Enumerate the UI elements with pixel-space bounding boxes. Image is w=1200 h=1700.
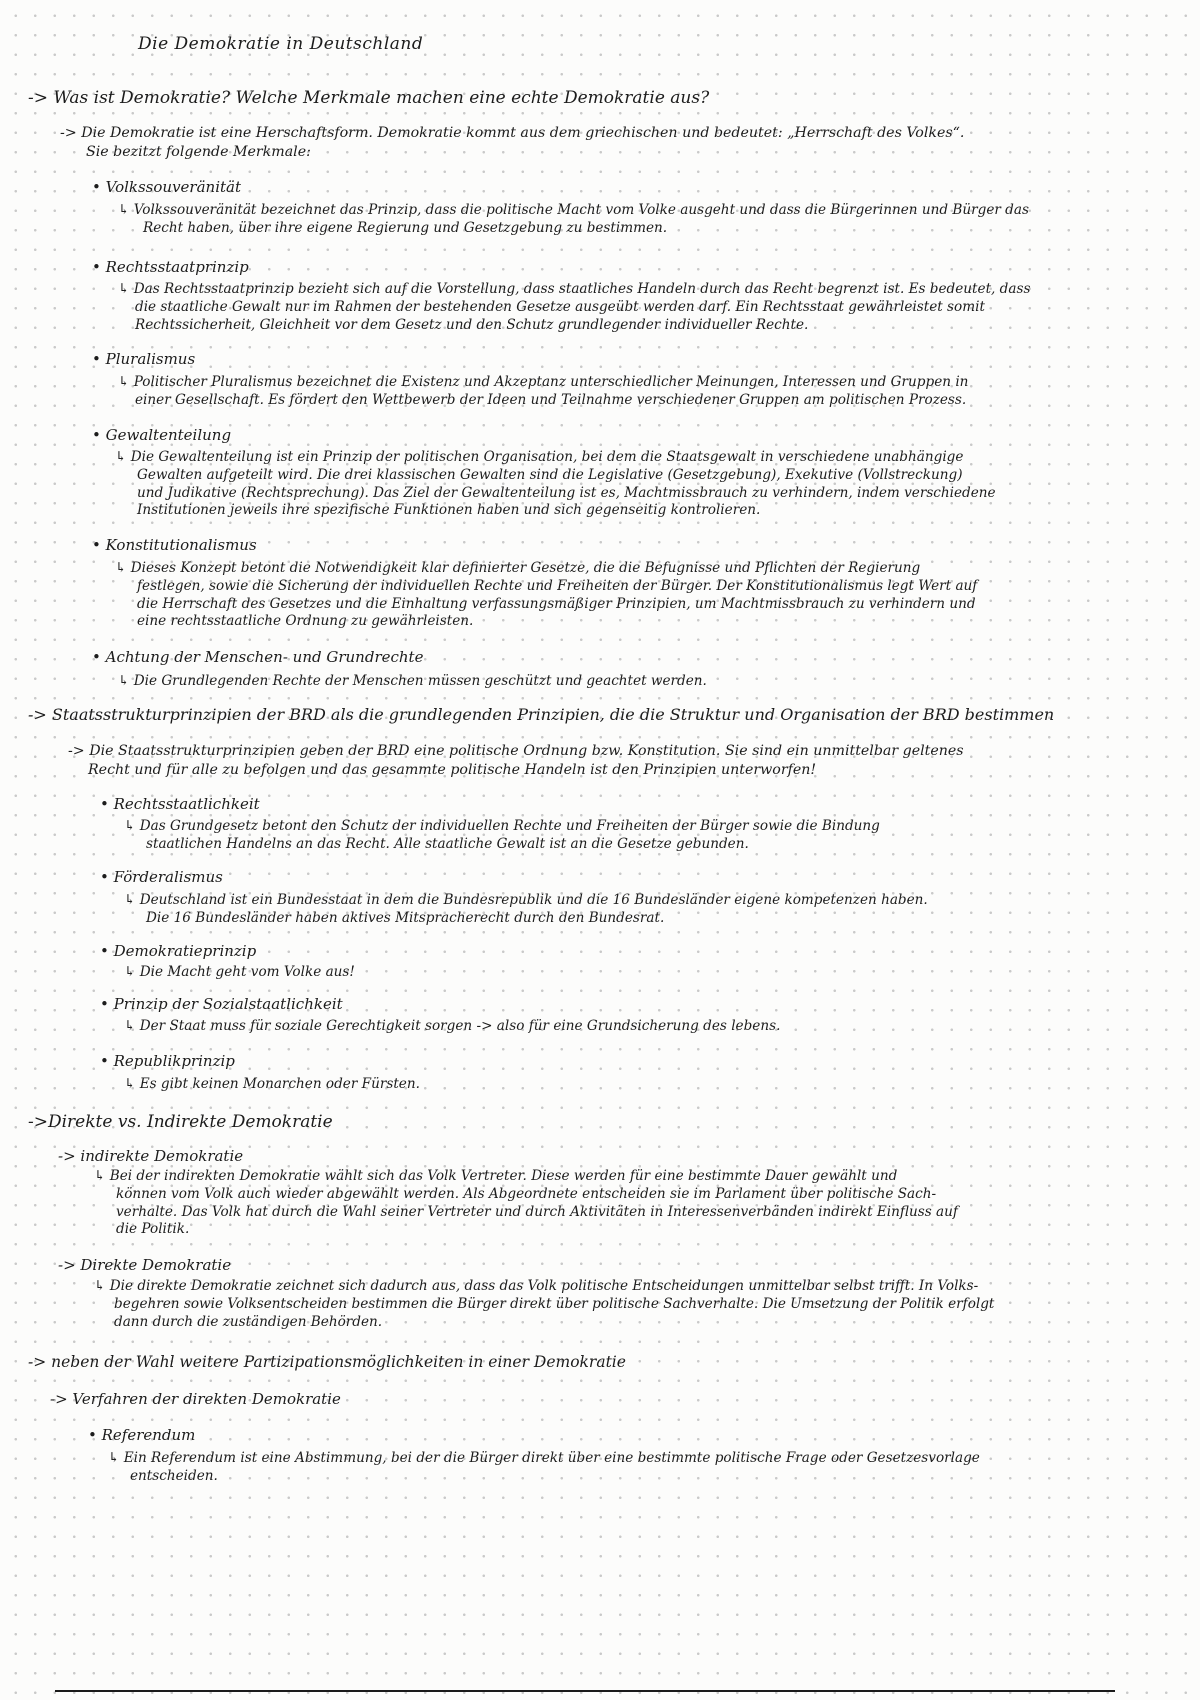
- explanation-direkte-demokratie: [94, 1278, 994, 1331]
- explanation-line: begehren sowie Volksentscheiden bestimmen die Bürger direkt über politische Sachverhalte. Die Umsetzung der Politik erfolgt: [114, 1295, 995, 1312]
- explanation-line: ↳ Ein Referendum ist eine Abstimmung, bei der die Bürger direkt über eine bestimmte politische Frage oder Gesetzesvorlage: [108, 1450, 980, 1466]
- answer-staatsstrukturprinzipien: [68, 742, 964, 780]
- answer-line: Recht und für alle zu befolgen und das gesammte politische Handeln ist den Prinzipien unterworfen!: [88, 762, 817, 778]
- explanation-rechtsstaatlichkeit: [124, 818, 880, 854]
- explanation-foederalismus: [124, 892, 928, 928]
- explanation-line: ↳ Das Rechtsstaatprinzip bezieht sich auf die Vorstellung, dass staatliches Handeln durch das Recht begrenzt ist. Es bedeutet, dass: [118, 281, 1031, 297]
- explanation-menschenrechte: [118, 673, 707, 691]
- bullet-rechtsstaatprinzip: • Rechtsstaatprinzip: [92, 258, 249, 276]
- explanation-pluralismus: [118, 374, 968, 410]
- explanation-line: die Politik.: [116, 1221, 190, 1238]
- question-what-is-democracy: -> Was ist Demokratie? Welche Merkmale machen eine echte Demokratie aus?: [28, 88, 710, 108]
- heading-direkte-demokratie: -> Direkte Demokratie: [58, 1256, 232, 1274]
- explanation-republikprinzip: [124, 1076, 420, 1094]
- explanation-demokratieprinzip: [124, 964, 355, 982]
- explanation-line: können vom Volk auch wieder abgewählt werden. Als Abgeordnete entscheiden sie im Parlament über politische Sach-: [116, 1185, 937, 1202]
- explanation-rechtsstaatprinzip: [118, 281, 1030, 334]
- explanation-line: dann durch die zuständigen Behörden.: [114, 1313, 383, 1330]
- answer-definition: [60, 124, 964, 162]
- bottom-rule: [55, 1690, 1115, 1692]
- explanation-line: entscheiden.: [130, 1467, 218, 1484]
- explanation-line: Die 16 Bundesländer haben aktives Mitspracherecht durch den Bundesrat.: [146, 909, 665, 926]
- explanation-line: ↳ Es gibt keinen Monarchen oder Fürsten.: [124, 1076, 420, 1092]
- bullet-pluralismus: • Pluralismus: [92, 350, 196, 368]
- explanation-line: und Judikative (Rechtsprechung). Das Ziel der Gewaltenteilung ist es, Machtmissbrauch zu verhindern, indem verschiedene: [137, 484, 996, 501]
- explanation-line: verhalte. Das Volk hat durch die Wahl seiner Vertreter und durch Aktivitäten in Interessenverbänden indirekt Einfluss auf: [116, 1203, 958, 1220]
- question-staatsstrukturprinzipien: -> Staatsstrukturprinzipien der BRD als die grundlegenden Prinzipien, die die Struktur und Organisation der BRD bestimmen: [28, 705, 1055, 724]
- explanation-line: Recht haben, über ihre eigene Regierung und Gesetzgebung zu bestimmen.: [143, 219, 668, 236]
- explanation-line: ↳ Dieses Konzept betont die Notwendigkeit klar definierter Gesetze, die die Befugnisse und Pflichten der Regierung: [115, 560, 921, 576]
- answer-line: -> Die Demokratie ist eine Herschaftsform. Demokratie kommt aus dem griechischen und bedeutet: „Herrschaft des Volkes“.: [60, 125, 965, 141]
- explanation-line: ↳ Die Grundlegenden Rechte der Menschen müssen geschützt und geachtet werden.: [118, 673, 707, 689]
- explanation-line: ↳ Bei der indirekten Demokratie wählt sich das Volk Vertreter. Diese werden für eine bestimmte Dauer gewählt und: [94, 1168, 898, 1184]
- explanation-volkssouveraenitaet: [118, 202, 1029, 238]
- bullet-referendum: • Referendum: [88, 1426, 196, 1444]
- explanation-line: die Herrschaft des Gesetzes und die Einhaltung verfassungsmäßiger Prinzipien, um Machtmissbrauch zu verhindern und: [137, 595, 976, 612]
- bullet-rechtsstaatlichkeit: • Rechtsstaatlichkeit: [100, 795, 260, 813]
- explanation-line: Gewalten aufgeteilt wird. Die drei klassischen Gewalten sind die Legislative (Gesetzgebung), Exekutive (Vollstreckung): [137, 466, 963, 483]
- question-direkte-indirekte: ->Direkte vs. Indirekte Demokratie: [28, 1112, 333, 1132]
- bullet-volkssouveraenitaet: • Volkssouveränität: [92, 178, 241, 196]
- explanation-line: staatlichen Handelns an das Recht. Alle staatliche Gewalt ist an die Gesetze gebunden.: [146, 835, 749, 852]
- explanation-line: ↳ Politischer Pluralismus bezeichnet die Existenz und Akzeptanz unterschiedlicher Meinungen, Interessen und Gruppen in: [118, 374, 969, 390]
- heading-verfahren-direkte-demokratie: -> Verfahren der direkten Demokratie: [50, 1390, 341, 1408]
- explanation-gewaltenteilung: [115, 449, 996, 520]
- bullet-republikprinzip: • Republikprinzip: [100, 1052, 235, 1070]
- explanation-line: festlegen, sowie die Sicherung der individuellen Rechte und Freiheiten der Bürger. Der Konstitutionalismus legt Wert auf: [137, 577, 978, 594]
- bullet-sozialstaatlichkeit: • Prinzip der Sozialstaatlichkeit: [100, 995, 343, 1013]
- heading-indirekte-demokratie: -> indirekte Demokratie: [58, 1147, 244, 1165]
- bullet-menschenrechte: • Achtung der Menschen- und Grundrechte: [92, 648, 424, 666]
- explanation-line: ↳ Deutschland ist ein Bundesstaat in dem die Bundesrepublik und die 16 Bundesländer eigene kompetenzen haben.: [124, 892, 928, 908]
- explanation-line: ↳ Der Staat muss für soziale Gerechtigkeit sorgen -> also für eine Grundsicherung des lebens.: [124, 1018, 781, 1034]
- explanation-line: Institutionen jeweils ihre spezifische Funktionen haben und sich gegenseitig kontrolieren.: [137, 502, 761, 519]
- page-title: Die Demokratie in Deutschland: [138, 34, 424, 54]
- explanation-line: ↳ Die Gewaltenteilung ist ein Prinzip der politischen Organisation, bei dem die Staatsgewalt in verschiedene unabhängige: [115, 449, 964, 465]
- bullet-konstitutionalismus: • Konstitutionalismus: [92, 536, 257, 554]
- explanation-line: ↳ Die Macht geht vom Volke aus!: [124, 964, 355, 980]
- explanation-line: ↳ Die direkte Demokratie zeichnet sich dadurch aus, dass das Volk politische Entscheidungen unmittelbar selbst trifft. In Volks-: [94, 1278, 979, 1294]
- bullet-foederalismus: • Förderalismus: [100, 868, 223, 886]
- explanation-line: ↳ Volkssouveränität bezeichnet das Prinzip, dass die politische Macht vom Volke ausgeht und dass die Bürgerinnen und Bürger das: [118, 202, 1029, 218]
- answer-line: -> Die Staatsstrukturprinzipien geben der BRD eine politische Ordnung bzw. Konstitution. Sie sind ein unmittelbar geltenes: [68, 743, 964, 759]
- explanation-konstitutionalismus: [115, 560, 977, 631]
- explanation-line: die staatliche Gewalt nur im Rahmen der bestehenden Gesetze ausgeübt werden darf. Ein Rechtsstaat gewährleistet somit: [135, 298, 985, 315]
- explanation-line: ↳ Das Grundgesetz betont den Schutz der individuellen Rechte und Freiheiten der Bürger sowie die Bindung: [124, 818, 880, 834]
- explanation-sozialstaatlichkeit: [124, 1018, 780, 1036]
- explanation-line: einer Gesellschaft. Es fördert den Wettbewerb der Ideen und Teilnahme verschiedener Gruppen am politischen Prozess.: [135, 391, 967, 408]
- explanation-line: Rechtssicherheit, Gleichheit vor dem Gesetz und den Schutz grundlegender individueller Rechte.: [135, 316, 809, 333]
- explanation-line: eine rechtsstaatliche Ordnung zu gewährleisten.: [137, 613, 474, 630]
- explanation-referendum: [108, 1450, 980, 1486]
- bullet-gewaltenteilung: • Gewaltenteilung: [92, 426, 232, 444]
- question-partizipation: -> neben der Wahl weitere Partizipationsmöglichkeiten in einer Demokratie: [28, 1353, 626, 1371]
- explanation-indirekte-demokratie: [94, 1168, 958, 1239]
- bullet-demokratieprinzip: • Demokratieprinzip: [100, 942, 257, 960]
- answer-line: Sie bezitzt folgende Merkmale:: [86, 144, 311, 160]
